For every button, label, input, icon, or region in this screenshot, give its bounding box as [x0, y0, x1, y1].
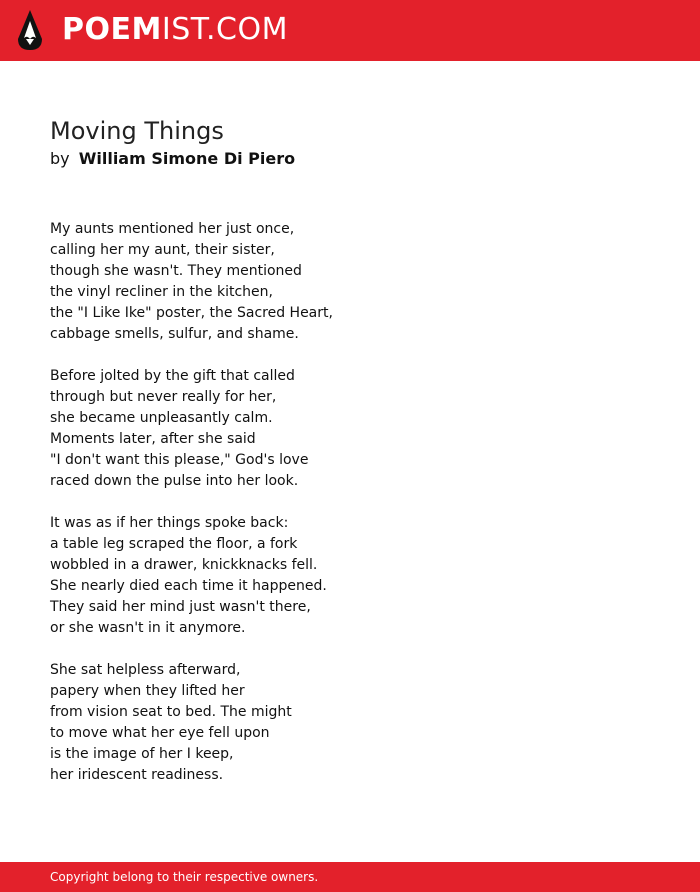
logo-light-text: IST.COM	[161, 12, 288, 47]
poem-line: raced down the pulse into her look.	[50, 473, 299, 489]
poem-line: My aunts mentioned her just once,	[50, 221, 295, 237]
stanza	[50, 513, 650, 639]
stanza	[50, 660, 650, 786]
poem-line: "I don't want this please," God's love	[50, 452, 309, 468]
poem-line: is the image of her I keep,	[50, 746, 234, 762]
poem-line: She nearly died each time it happened.	[50, 578, 327, 594]
poem-line: through but never really for her,	[50, 389, 277, 405]
site-logo[interactable]	[62, 13, 288, 47]
poem-line: Before jolted by the gift that called	[50, 368, 295, 384]
poem-line: or she wasn't in it anymore.	[50, 620, 246, 636]
poem-line: she became unpleasantly calm.	[50, 410, 273, 426]
author-name[interactable]: William Simone Di Piero	[78, 149, 296, 168]
poem-line: calling her my aunt, their sister,	[50, 242, 275, 258]
poem-line: cabbage smells, sulfur, and shame.	[50, 326, 299, 342]
pencil-tip-icon[interactable]	[16, 9, 44, 51]
stanza	[50, 219, 650, 345]
poem-line: though she wasn't. They mentioned	[50, 263, 302, 279]
poem-line: wobbled in a drawer, knickknacks fell.	[50, 557, 318, 573]
poem-line: It was as if her things spoke back:	[50, 515, 289, 531]
poem-line: the "I Like Ike" poster, the Sacred Heart,	[50, 305, 333, 321]
poem-line: her iridescent readiness.	[50, 767, 224, 783]
copyright-text: Copyright belong to their respective owners.	[50, 870, 319, 884]
site-footer	[0, 862, 700, 892]
poem-line: from vision seat to bed. The might	[50, 704, 292, 720]
stanza	[50, 366, 650, 492]
logo-bold-text: POEM	[62, 12, 162, 47]
poem-line: She sat helpless afterward,	[50, 662, 241, 678]
poem-line: They said her mind just wasn't there,	[50, 599, 311, 615]
by-label: by	[50, 149, 70, 168]
poem-line: the vinyl recliner in the kitchen,	[50, 284, 273, 300]
poem-line: Moments later, after she said	[50, 431, 256, 447]
site-header	[0, 0, 700, 61]
poem-body	[50, 219, 650, 807]
poem-line: papery when they lifted her	[50, 683, 245, 699]
byline	[50, 149, 295, 169]
poem-line: a table leg scraped the floor, a fork	[50, 536, 298, 552]
poem-title: Moving Things	[50, 117, 224, 145]
poem-line: to move what her eye fell upon	[50, 725, 270, 741]
